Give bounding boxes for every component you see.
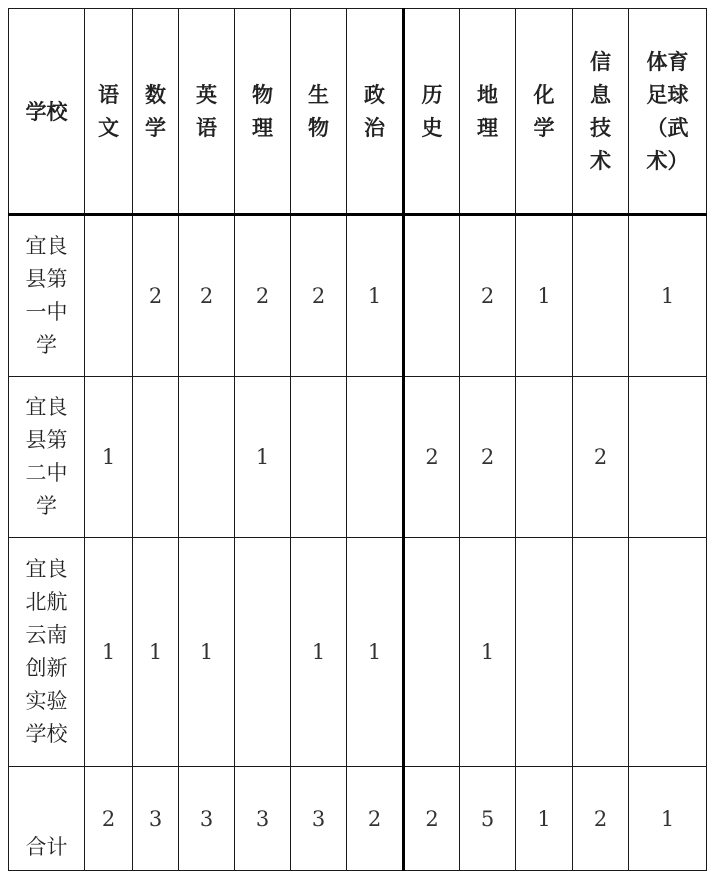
total-cell: 5 xyxy=(460,767,516,871)
cell: 2 xyxy=(460,377,516,538)
header-math: 数 学 xyxy=(133,9,179,215)
cell xyxy=(347,377,404,538)
cell xyxy=(516,538,573,767)
cell: 2 xyxy=(235,215,291,377)
school-name: 宜良 县第 二中 学 xyxy=(9,377,85,538)
total-cell: 2 xyxy=(573,767,629,871)
cell: 1 xyxy=(179,538,235,767)
total-cell: 3 xyxy=(179,767,235,871)
table-row xyxy=(9,377,707,538)
total-cell: 3 xyxy=(291,767,347,871)
total-row xyxy=(9,767,707,871)
total-cell: 3 xyxy=(235,767,291,871)
cell xyxy=(235,538,291,767)
header-politics: 政 治 xyxy=(347,9,404,215)
header-chemistry: 化 学 xyxy=(516,9,573,215)
cell xyxy=(133,377,179,538)
cell: 2 xyxy=(573,377,629,538)
cell: 2 xyxy=(291,215,347,377)
total-cell: 2 xyxy=(404,767,460,871)
cell: 1 xyxy=(516,215,573,377)
header-row xyxy=(9,9,707,215)
header-history: 历 史 xyxy=(404,9,460,215)
header-pe: 体育 足球 （武 术） xyxy=(629,9,707,215)
header-physics: 物 理 xyxy=(235,9,291,215)
cell: 1 xyxy=(133,538,179,767)
cell: 1 xyxy=(460,538,516,767)
cell xyxy=(629,377,707,538)
table-row xyxy=(9,538,707,767)
cell xyxy=(573,538,629,767)
cell: 1 xyxy=(85,377,133,538)
school-name: 宜良 北航 云南 创新 实验 学校 xyxy=(9,538,85,767)
cell: 1 xyxy=(85,538,133,767)
cell xyxy=(629,538,707,767)
cell: 1 xyxy=(347,538,404,767)
total-cell: 3 xyxy=(133,767,179,871)
cell: 1 xyxy=(347,215,404,377)
header-english: 英 语 xyxy=(179,9,235,215)
cell xyxy=(516,377,573,538)
cell: 1 xyxy=(291,538,347,767)
allocation-table xyxy=(8,8,707,871)
cell xyxy=(179,377,235,538)
total-cell: 2 xyxy=(347,767,404,871)
cell xyxy=(404,538,460,767)
cell xyxy=(573,215,629,377)
cell xyxy=(291,377,347,538)
cell: 1 xyxy=(235,377,291,538)
header-it: 信 息 技 术 xyxy=(573,9,629,215)
school-name: 宜良 县第 一中 学 xyxy=(9,215,85,377)
cell: 2 xyxy=(133,215,179,377)
total-cell: 2 xyxy=(85,767,133,871)
cell: 1 xyxy=(629,215,707,377)
total-cell: 1 xyxy=(516,767,573,871)
cell: 2 xyxy=(404,377,460,538)
table-row xyxy=(9,215,707,377)
cell xyxy=(85,215,133,377)
header-geography: 地 理 xyxy=(460,9,516,215)
cell xyxy=(404,215,460,377)
cell: 2 xyxy=(179,215,235,377)
cell: 2 xyxy=(460,215,516,377)
header-biology: 生 物 xyxy=(291,9,347,215)
header-school: 学校 xyxy=(9,9,85,215)
total-cell: 1 xyxy=(629,767,707,871)
total-label: 合计 xyxy=(9,767,85,871)
header-chinese: 语 文 xyxy=(85,9,133,215)
